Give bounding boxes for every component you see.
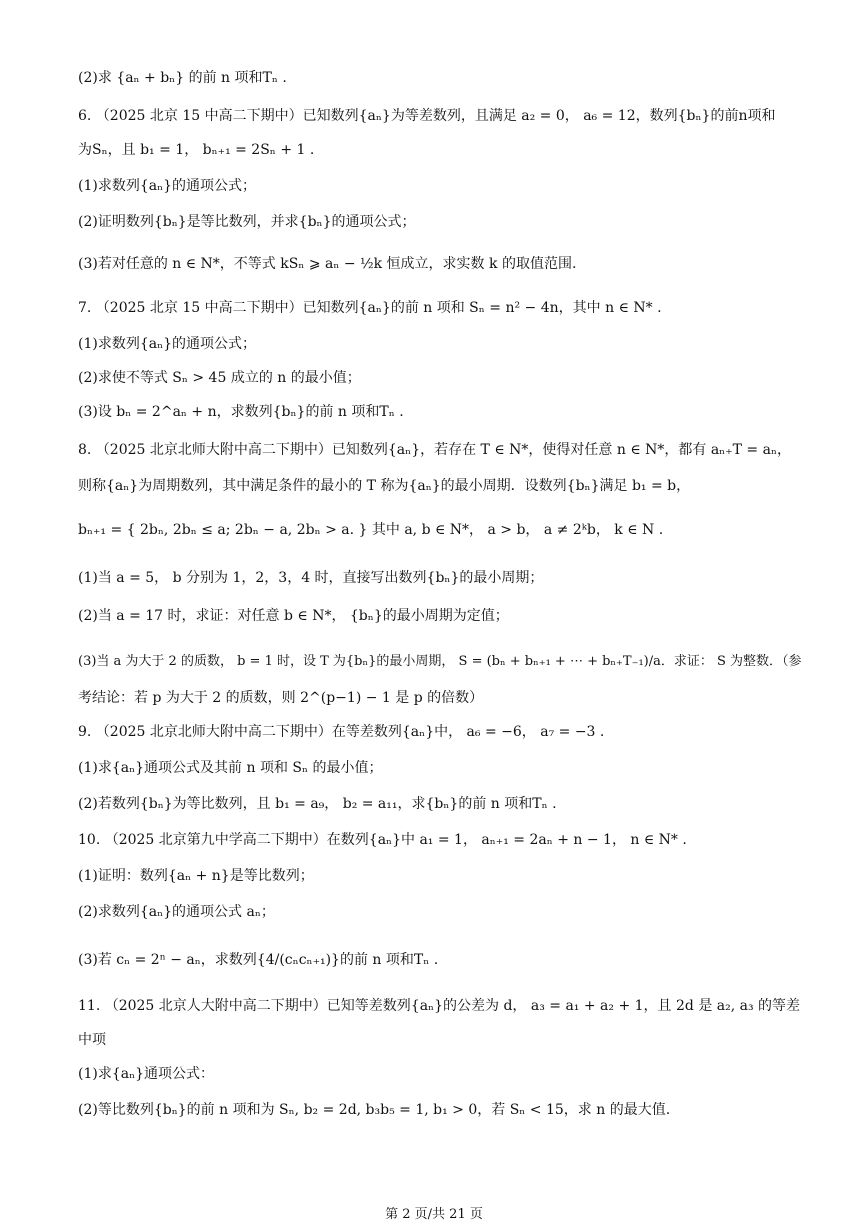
text-line: (2)等比数列{bₙ}的前 n 项和为 Sₙ, b₂ = 2d, b₃b₅ = 1, b₁ > 0，若 Sₙ < 15，求 n 的最大值. (78, 1102, 671, 1118)
text-line: (1)求数列{aₙ}的通项公式； (78, 178, 257, 194)
text-line: 考结论：若 p 为大于 2 的质数，则 2^(p−1) − 1 是 p 的倍数） (78, 690, 484, 706)
text-line: 为Sₙ，且 b₁ = 1， bₙ₊₁ = 2Sₙ + 1 . (78, 142, 315, 158)
text-line: (3)设 bₙ = 2^aₙ + n，求数列{bₙ}的前 n 项和Tₙ . (78, 404, 404, 420)
text-line: (1)求{aₙ}通项公式及其前 n 项和 Sₙ 的最小值； (78, 760, 383, 776)
text-line: (3)若 cₙ = 2ⁿ − aₙ，求数列{4/(cₙcₙ₊₁)}的前 n 项和Tₙ . (78, 952, 439, 968)
page-number: 第 2 页/共 21 页 (385, 1207, 483, 1222)
text-line: (2)求数列{aₙ}的通项公式 aₙ； (78, 904, 275, 920)
text-line: (2)求使不等式 Sₙ > 45 成立的 n 的最小值； (78, 370, 361, 386)
text-line: 8. （2025 北京北师大附中高二下期中）已知数列{aₙ}，若存在 T ∈ N*，使得对任意 n ∈ N*，都有 aₙ₊T = aₙ， (78, 442, 791, 458)
text-line: 10. （2025 北京第九中学高二下期中）在数列{aₙ}中 a₁ = 1， aₙ₊₁ = 2aₙ + n − 1， n ∈ N* . (78, 832, 687, 848)
text-line: (1)求数列{aₙ}的通项公式； (78, 336, 257, 352)
text-line: (2)求 {aₙ + bₙ} 的前 n 项和Tₙ . (78, 70, 287, 86)
text-line: 中项 (78, 1032, 106, 1048)
text-line: 则称{aₙ}为周期数列，其中满足条件的最小的 T 称为{aₙ}的最小周期．设数列{bₙ}满足 b₁ = b， (78, 478, 691, 494)
text-line: 6. （2025 北京 15 中高二下期中）已知数列{aₙ}为等差数列，且满足 a₂ = 0， a₆ = 12，数列{bₙ}的前n项和 (78, 108, 776, 124)
text-line: 9. （2025 北京北师大附中高二下期中）在等差数列{aₙ}中， a₆ = −6， a₇ = −3 . (78, 724, 605, 740)
text-line: (2)当 a = 17 时，求证：对任意 b ∈ N*， {bₙ}的最小周期为定值； (78, 608, 509, 624)
text-line: (1)当 a = 5， b 分别为 1，2，3，4 时，直接写出数列{bₙ}的最小周期； (78, 570, 544, 586)
text-line: 7. （2025 北京 15 中高二下期中）已知数列{aₙ}的前 n 项和 Sₙ = n² − 4n，其中 n ∈ N* . (78, 300, 662, 316)
text-line: (1)求{aₙ}通项公式： (78, 1066, 215, 1082)
text-line: bₙ₊₁ = { 2bₙ, 2bₙ ≤ a; 2bₙ − a, 2bₙ > a. } 其中 a, b ∈ N*， a > b， a ≠ 2ᵏb， k ∈ N . (78, 522, 664, 538)
text-line: (3)若对任意的 n ∈ N*，不等式 kSₙ ⩾ aₙ − ½k 恒成立，求实数 k 的取值范围. (78, 256, 577, 272)
text-line: (1)证明：数列{aₙ + n}是等比数列； (78, 868, 314, 884)
text-line: (3)当 a 为大于 2 的质数， b = 1 时，设 T 为{bₙ}的最小周期， S = (bₙ + bₙ₊₁ + ⋯ + bₙ₊T₋₁)/a．求证： S 为整数．（参 (78, 654, 802, 669)
text-line: 11. （2025 北京人大附中高二下期中）已知等差数列{aₙ}的公差为 d， a₃ = a₁ + a₂ + 1，且 2d 是 a₂, a₃ 的等差 (78, 998, 801, 1014)
text-line: (2)若数列{bₙ}为等比数列，且 b₁ = a₉， b₂ = a₁₁，求{bₙ}的前 n 项和Tₙ . (78, 796, 557, 812)
text-line: (2)证明数列{bₙ}是等比数列，并求{bₙ}的通项公式； (78, 214, 416, 230)
